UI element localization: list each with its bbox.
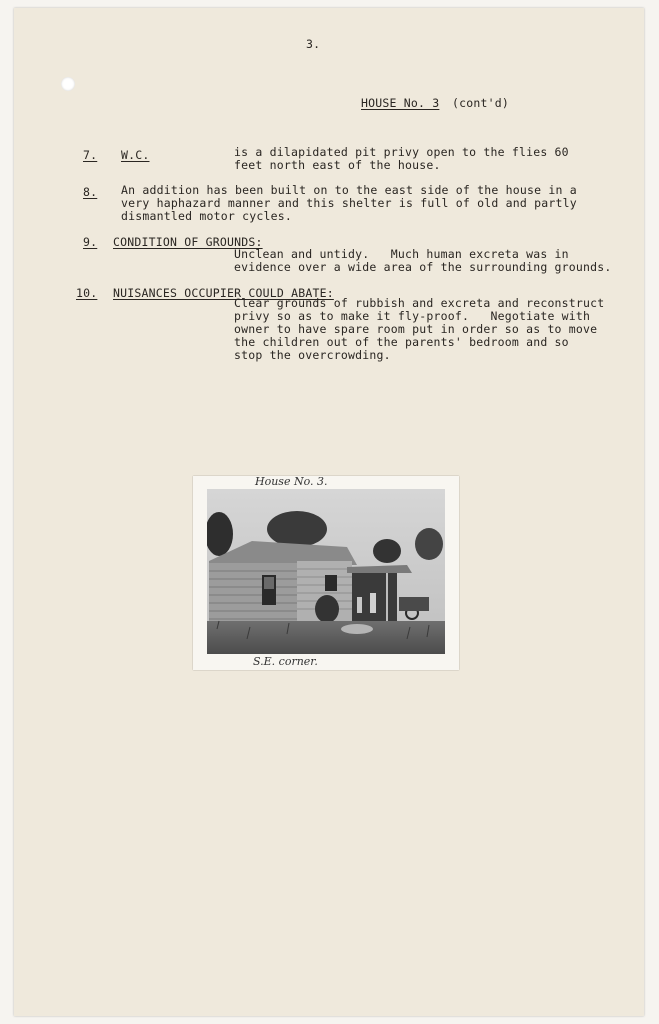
punch-hole bbox=[61, 77, 75, 91]
item-number: 8. bbox=[83, 185, 98, 199]
item-line: stop the overcrowding. bbox=[234, 348, 391, 362]
item-number: 7. bbox=[83, 148, 98, 162]
item-line: owner to have spare room put in order so as to move bbox=[234, 322, 598, 336]
house-photo bbox=[207, 489, 445, 654]
item-number: 10. bbox=[76, 286, 98, 300]
item-line: Unclean and untidy. Much human excreta was in bbox=[234, 247, 569, 261]
page-number: 3. bbox=[306, 37, 321, 51]
header-title: HOUSE No. 3 bbox=[361, 96, 440, 110]
item-heading: CONDITION OF GROUNDS: bbox=[113, 235, 263, 249]
item-line: Clear grounds of rubbish and excreta and reconstruct bbox=[234, 296, 605, 310]
item-line: privy so as to make it fly-proof. Negotiate with bbox=[234, 309, 591, 323]
header-suffix: (cont'd) bbox=[452, 96, 509, 110]
item-line: feet north east of the house. bbox=[234, 158, 441, 172]
item-line: evidence over a wide area of the surrounding grounds. bbox=[234, 260, 612, 274]
item-line: An addition has been built on to the east side of the house in a bbox=[121, 183, 577, 197]
item-line: the children out of the parents' bedroom and so bbox=[234, 335, 569, 349]
photo-caption-top: House No. 3. bbox=[255, 475, 328, 488]
item-heading: NUISANCES OCCUPIER COULD ABATE: bbox=[113, 286, 334, 300]
photo-caption-bottom: S.E. corner. bbox=[253, 655, 318, 668]
item-line: dismantled motor cycles. bbox=[121, 209, 292, 223]
item-line: is a dilapidated pit privy open to the flies 60 bbox=[234, 145, 569, 159]
item-heading: W.C. bbox=[121, 148, 150, 162]
item-line: very haphazard manner and this shelter is full of old and partly bbox=[121, 196, 577, 210]
item-number: 9. bbox=[83, 235, 98, 249]
